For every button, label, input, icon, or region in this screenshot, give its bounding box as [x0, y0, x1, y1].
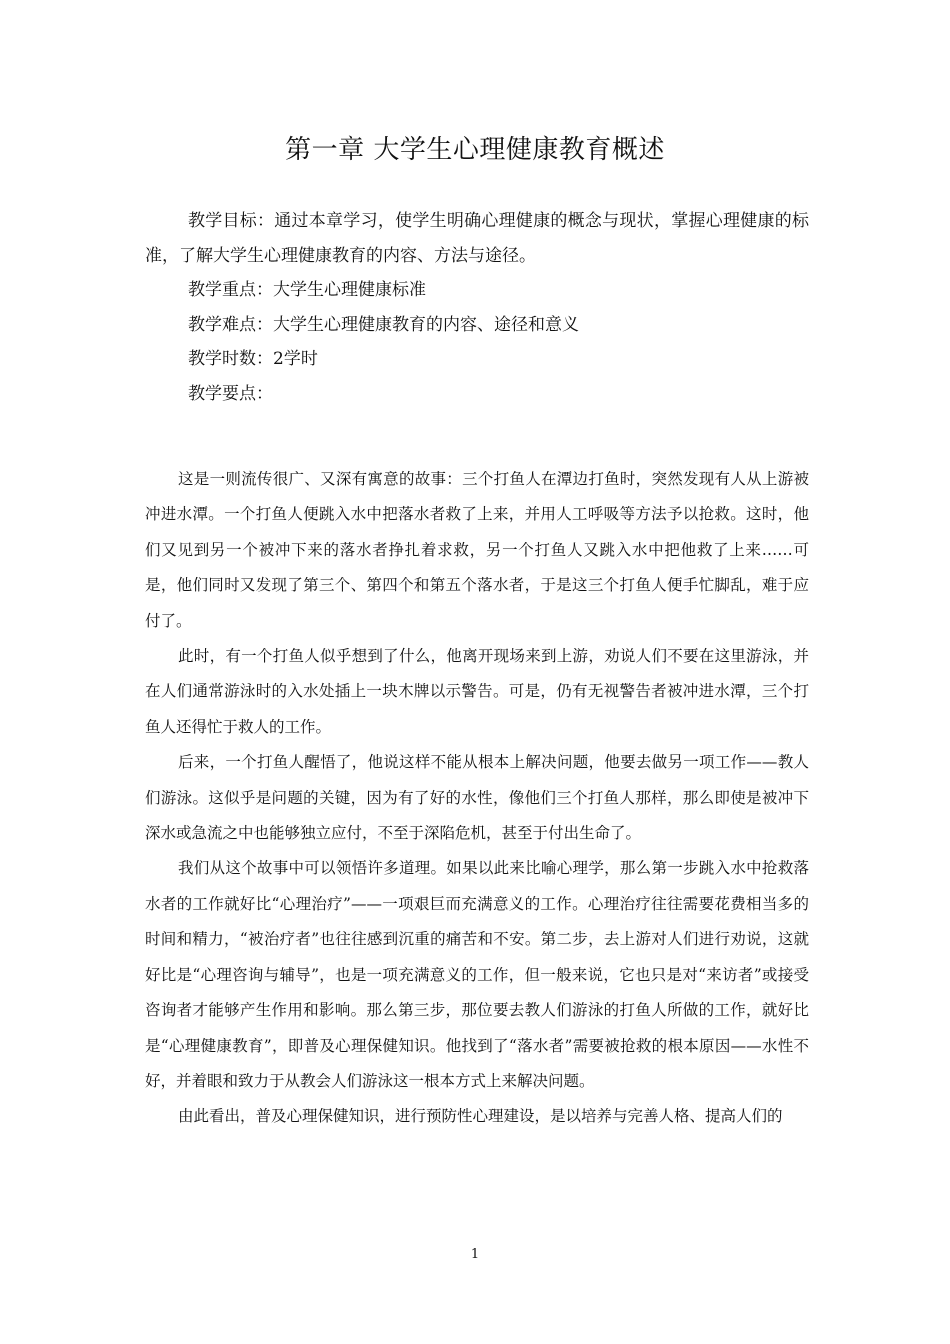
teaching-hours: 教学时数：2学时: [188, 349, 318, 369]
page-number: 1: [470, 1247, 480, 1262]
teaching-key-points: 教学要点：: [188, 383, 273, 404]
paragraph: 由此看出，普及心理保健知识，进行预防性心理建设，是以培养与完善人格、提高人们的: [178, 1107, 783, 1126]
paragraph: 我们从这个故事中可以领悟许多道理。如果以此来比喻心理学，那么第一步跳入水中抢救落水者的工作就好比“心理治疗”——一项艰巨而充满意义的工作。心理治疗往往需要花费相当多的时间和精力，“被治疗者”也往往感到沉重的痛苦和不安。第二步，去上游对人们进行劝说，这就好比是“心理咨询与辅导”，也是一项充满意义的工作，但一般来说，它也只是对“来访者”或接受咨询者才能够产生作用和影响。那么第三步，那位要去教人们游泳的打鱼人所做的工作，就好比是“心理健康教育”，即普及心理保健知识。他找到了“落水者”需要被抢救的根本原因——水性不好，并着眼和致力于从教会人们游泳这一根本方式上来解决问题。: [145, 859, 809, 1090]
paragraph: 后来，一个打鱼人醒悟了，他说这样不能从根本上解决问题，他要去做另一项工作——教人们游泳。这似乎是问题的关键，因为有了好的水性，像他们三个打鱼人那样，那么即使是被冲下深水或急流之中也能够独立应付，不至于深陷危机，甚至于付出生命了。: [145, 753, 809, 843]
paragraph: 此时，有一个打鱼人似乎想到了什么，他离开现场来到上游，劝说人们不要在这里游泳，并在人们通常游泳时的入水处插上一块木牌以示警告。可是，仍有无视警告者被冲进水潭，三个打鱼人还得忙于救人的工作。: [145, 647, 809, 736]
paragraph: 这是一则流传很广、又深有寓意的故事：三个打鱼人在潭边打鱼时，突然发现有人从上游被冲进水潭。一个打鱼人便跳入水中把落水者救了上来，并用人工呼吸等方法予以抢救。这时，他们又见到另一个被冲下来的落水者挣扎着求救，另一个打鱼人又跳入水中把他救了上来……可是，他们同时又发现了第三个、第四个和第五个落水者，于是这三个打鱼人便手忙脚乱，难于应付了。: [145, 470, 809, 630]
chapter-title: 第一章 大学生心理健康教育概述: [285, 135, 665, 165]
teaching-difficulty: 教学难点：大学生心理健康教育的内容、途径和意义: [188, 314, 579, 335]
teaching-meta-block: [145, 204, 809, 411]
teaching-objective: 教学目标：通过本章学习，使学生明确心理健康的概念与现状，掌握心理健康的标准，了解大学生心理健康教育的内容、方法与途径。: [145, 211, 809, 266]
teaching-focus: 教学重点：大学生心理健康标准: [188, 280, 426, 300]
body-text: [145, 462, 809, 1135]
